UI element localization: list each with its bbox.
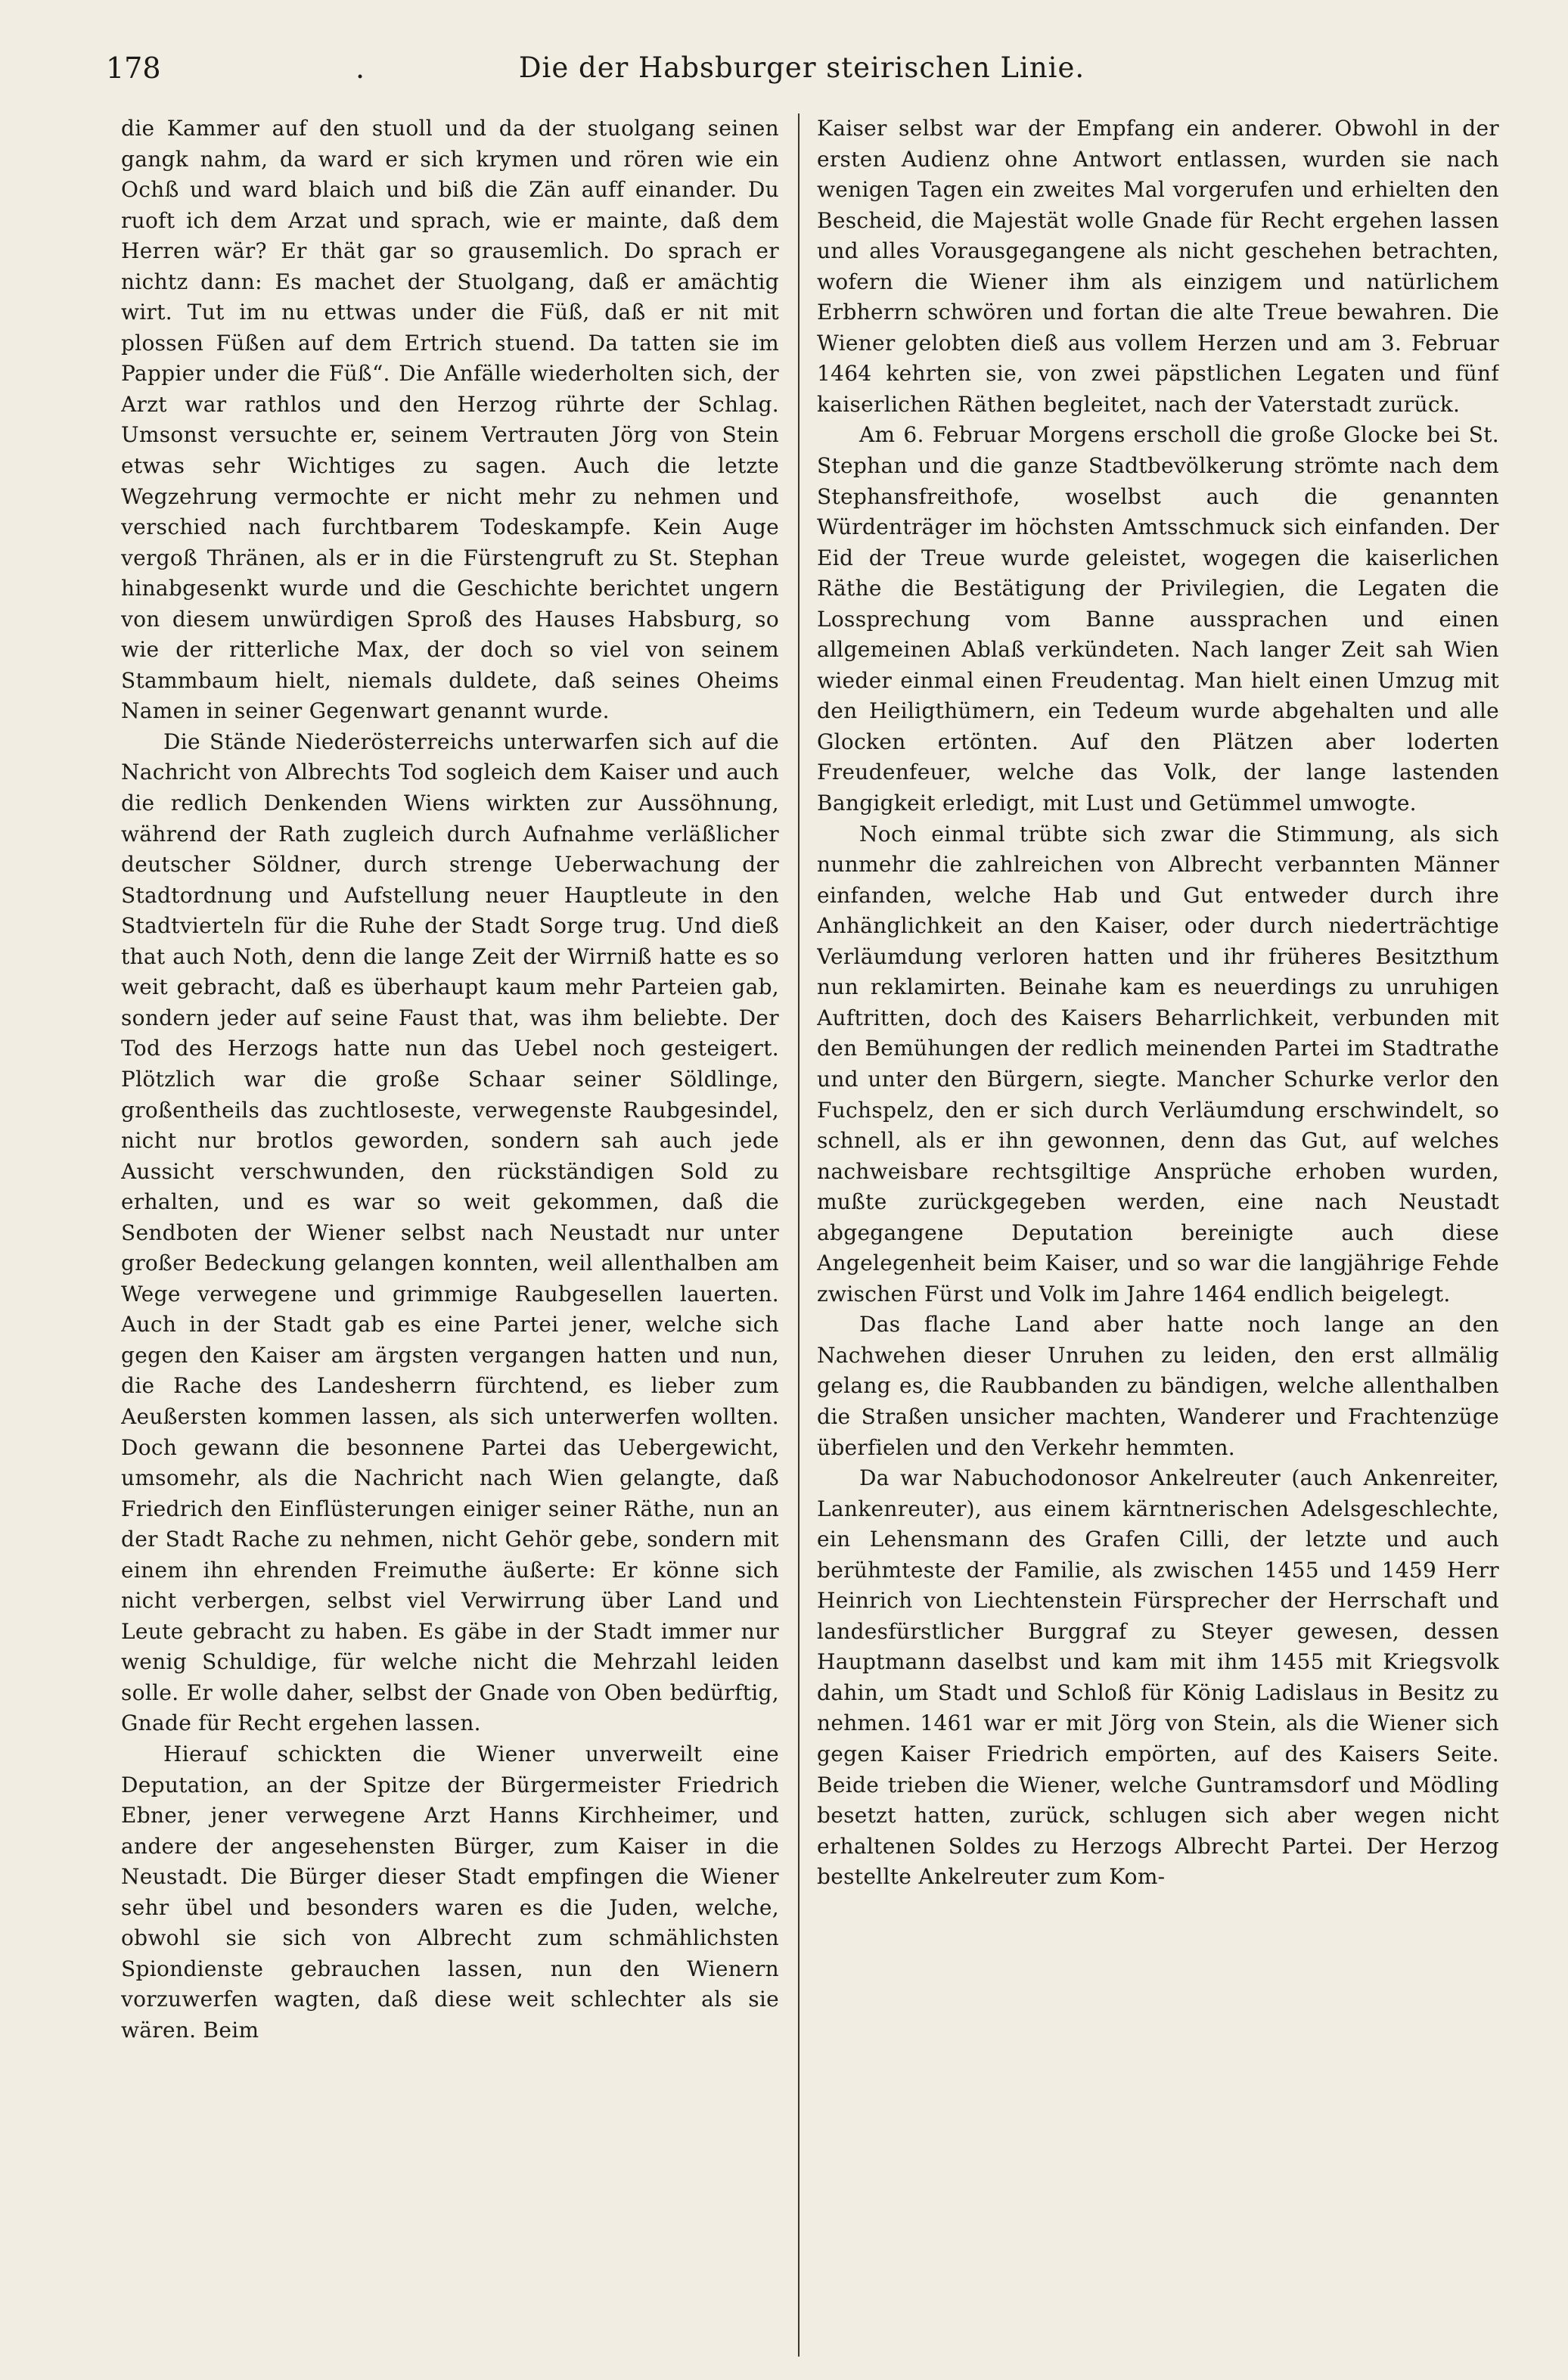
page-header: [106, 51, 1498, 97]
left-paragraph-3: Hierauf schickten die Wiener unverweilt eine Deputation, an der Spitze der Bürgermeister Friedrich Ebner, jener verwegene Arzt Hanns Kirchheimer, und andere der angesehensten Bürger, zum Kaiser in die Neustadt. Die Bürger dieser Stadt empfingen die Wiener sehr übel und besonders waren es die Juden, welche, obwohl sie sich von Albrecht zum schmählichsten Spiondienste gebrauchen lassen, nun den Wienern vorzuwerfen wagten, daß diese weit schlechter als sie wären. Beim: [121, 1741, 779, 2043]
right-column: [817, 113, 1499, 2357]
right-paragraph-4: Das flache Land aber hatte noch lange an den Nachwehen dieser Unruhen zu leiden, den erst allmälig gelang es, die Raubbanden zu bändigen, welche allenthalben die Straßen unsicher machten, Wanderer und Frachtenzüge überfielen und den Verkehr hemmten.: [817, 1312, 1499, 1460]
right-paragraph-2: Am 6. Februar Morgens erscholl die große Glocke bei St. Stephan und die ganze Stadtbevölkerung strömte nach dem Stephansfreithofe, woselbst auch die genannten Würdenträger im höchsten Amtsschmuck sich einfanden. Der Eid der Treue wurde geleistet, wogegen die kaiserlichen Räthe die Bestätigung der Privilegien, die Legaten die Lossprechung vom Banne aussprachen und einen allgemeinen Ablaß verkündeten. Nach langer Zeit sah Wien wieder einmal einen Freudentag. Man hielt einen Umzug mit den Heiligthümern, ein Tedeum wurde abgehalten und alle Glocken ertönten. Auf den Plätzen aber loderten Freudenfeuer, welche das Volk, der lange lastenden Bangigkeit erledigt, mit Lust und Getümmel umwogte.: [817, 422, 1499, 816]
header-dot: .: [356, 51, 365, 85]
left-paragraph-2: Die Stände Niederösterreichs unterwarfen sich auf die Nachricht von Albrechts Tod sogleich dem Kaiser und auch die redlich Denkenden Wiens wirkten zur Aussöhnung, während der Rath zugleich durch Aufnahme verläßlicher deutscher Söldner, durch strenge Ueberwachung der Stadtordnung und Aufstellung neuer Hauptleute in den Stadtvierteln für die Ruhe der Stadt Sorge trug. Und dieß that auch Noth, denn die lange Zeit der Wirrniß hatte es so weit gebracht, daß es überhaupt kaum mehr Parteien gab, sondern jeder auf seine Faust that, was ihm beliebte. Der Tod des Herzogs hatte nun das Uebel noch gesteigert. Plötzlich war die große Schaar seiner Söldlinge, großentheils das zuchtloseste, verwegenste Raubgesindel, nicht nur brotlos geworden, sondern sah auch jede Aussicht verschwunden, den rückständigen Sold zu erhalten, und es war so weit gekommen, daß die Sendboten der Wiener selbst nach Neustadt nur unter großer Bedeckung gelangen konnten, weil allenthalben am Wege verwegene und grimmige Raubgesellen lauerten. Auch in der Stadt gab es eine Partei jener, welche sich gegen den Kaiser am ärgsten vergangen hatten und nun, die Rache des Landesherrn fürchtend, es lieber zum Aeußersten kommen lassen, als sich unterwerfen wollten. Doch gewann die besonnene Partei das Uebergewicht, umsomehr, als die Nachricht nach Wien gelangte, daß Friedrich den Einflüsterungen einiger seiner Räthe, nun an der Stadt Rache zu nehmen, nicht Gehör gebe, sondern mit einem ihn ehrenden Freimuthe äußerte: Er könne sich nicht verbergen, selbst viel Verwirrung über Land und Leute gebracht zu haben. Es gäbe in der Stadt immer nur wenig Schuldige, für welche nicht die Mehrzahl leiden solle. Er wolle daher, selbst der Gnade von Oben bedürftig, Gnade für Recht ergehen lassen.: [121, 729, 779, 1736]
left-column: [121, 113, 779, 2357]
left-paragraph-1: die Kammer auf den stuoll und da der stuolgang seinen gangk nahm, da ward er sich krymen und rören wie ein Ochß und ward blaich und biß die Zän auff einander. Du ruoft ich dem Arzat und sprach, wie er mainte, daß dem Herren wär? Er thät gar so grausemlich. Do sprach er nichtz dann: Es machet der Stuolgang, daß er amächtig wirt. Tut im nu ettwas under die Füß, daß er nit mit plossen Füßen auf dem Ertrich stuend. Da tatten sie im Pappier under die Füß“. Die Anfälle wiederholten sich, der Arzt war rathlos und den Herzog rührte der Schlag. Umsonst versuchte er, seinem Vertrauten Jörg von Stein etwas sehr Wichtiges zu sagen. Auch die letzte Wegzehrung vermochte er nicht mehr zu nehmen und verschied nach furchtbarem Todeskampfe. Kein Auge vergoß Thränen, als er in die Fürstengruft zu St. Stephan hinabgesenkt wurde und die Geschichte berichtet ungern von diesem unwürdigen Sproß des Hauses Habsburg, so wie der ritterliche Max, der doch so viel von seinem Stammbaum hielt, niemals duldete, daß seines Oheims Namen in seiner Gegenwart genannt wurde.: [121, 116, 779, 724]
column-divider: [798, 113, 800, 2357]
right-paragraph-3: Noch einmal trübte sich zwar die Stimmung, als sich nunmehr die zahlreichen von Albrecht verbannten Männer einfanden, welche Hab und Gut entweder durch ihre Anhänglichkeit an den Kaiser, oder durch niederträchtige Verläumdung verloren hatten und ihr früheres Besitzthum nun reklamirten. Beinahe kam es neuerdings zu unruhigen Auftritten, doch des Kaisers Beharrlichkeit, verbunden mit den Bemühungen der redlich meinenden Partei im Stadtrathe und unter den Bürgern, siegte. Mancher Schurke verlor den Fuchspelz, den er sich durch Verläumdung erschwindelt, so schnell, als er ihn gewonnen, denn das Gut, auf welches nachweisbare rechtsgiltige Ansprüche erhoben wurden, mußte zurückgegeben werden, eine nach Neustadt abgegangene Deputation bereinigte auch diese Angelegenheit beim Kaiser, und so war die langjährige Fehde zwischen Fürst und Volk im Jahre 1464 endlich beigelegt.: [817, 821, 1499, 1307]
running-title: Die der Habsburger steirischen Linie.: [518, 51, 1085, 84]
right-paragraph-5: Da war Nabuchodonosor Ankelreuter (auch Ankenreiter, Lankenreuter), aus einem kärntnerischen Adelsgeschlechte, ein Lehensmann des Grafen Cilli, der letzte und auch berühmteste der Familie, als zwischen 1455 und 1459 Herr Heinrich von Liechtenstein Fürsprecher der Herrschaft und landesfürstlicher Burggraf zu Steyer gewesen, dessen Hauptmann daselbst und kam mit ihm 1455 mit Kriegsvolk dahin, um Stadt und Schloß für König Ladislaus in Besitz zu nehmen. 1461 war er mit Jörg von Stein, als die Wiener sich gegen Kaiser Friedrich empörten, auf des Kaisers Seite. Beide trieben die Wiener, welche Guntramsdorf und Mödling besetzt hatten, zurück, schlugen sich aber wegen nicht erhaltenen Soldes zu Herzogs Albrecht Partei. Der Herzog bestellte Ankelreuter zum Kom-: [817, 1465, 1499, 1890]
page-number: 178: [106, 51, 161, 85]
right-paragraph-1: Kaiser selbst war der Empfang ein anderer. Obwohl in der ersten Audienz ohne Antwort entlassen, wurden sie nach wenigen Tagen ein zweites Mal vorgerufen und erhielten den Bescheid, die Majestät wolle Gnade für Recht ergehen lassen und alles Vorausgegangene als nicht geschehen betrachten, wofern die Wiener ihm als einzigem und natürlichem Erbherrn schwören und fortan die alte Treue bewahren. Die Wiener gelobten dieß aus vollem Herzen und am 3. Februar 1464 kehrten sie, von zwei päpstlichen Legaten und fünf kaiserlichen Räthen begleitet, nach der Vaterstadt zurück.: [817, 116, 1499, 417]
